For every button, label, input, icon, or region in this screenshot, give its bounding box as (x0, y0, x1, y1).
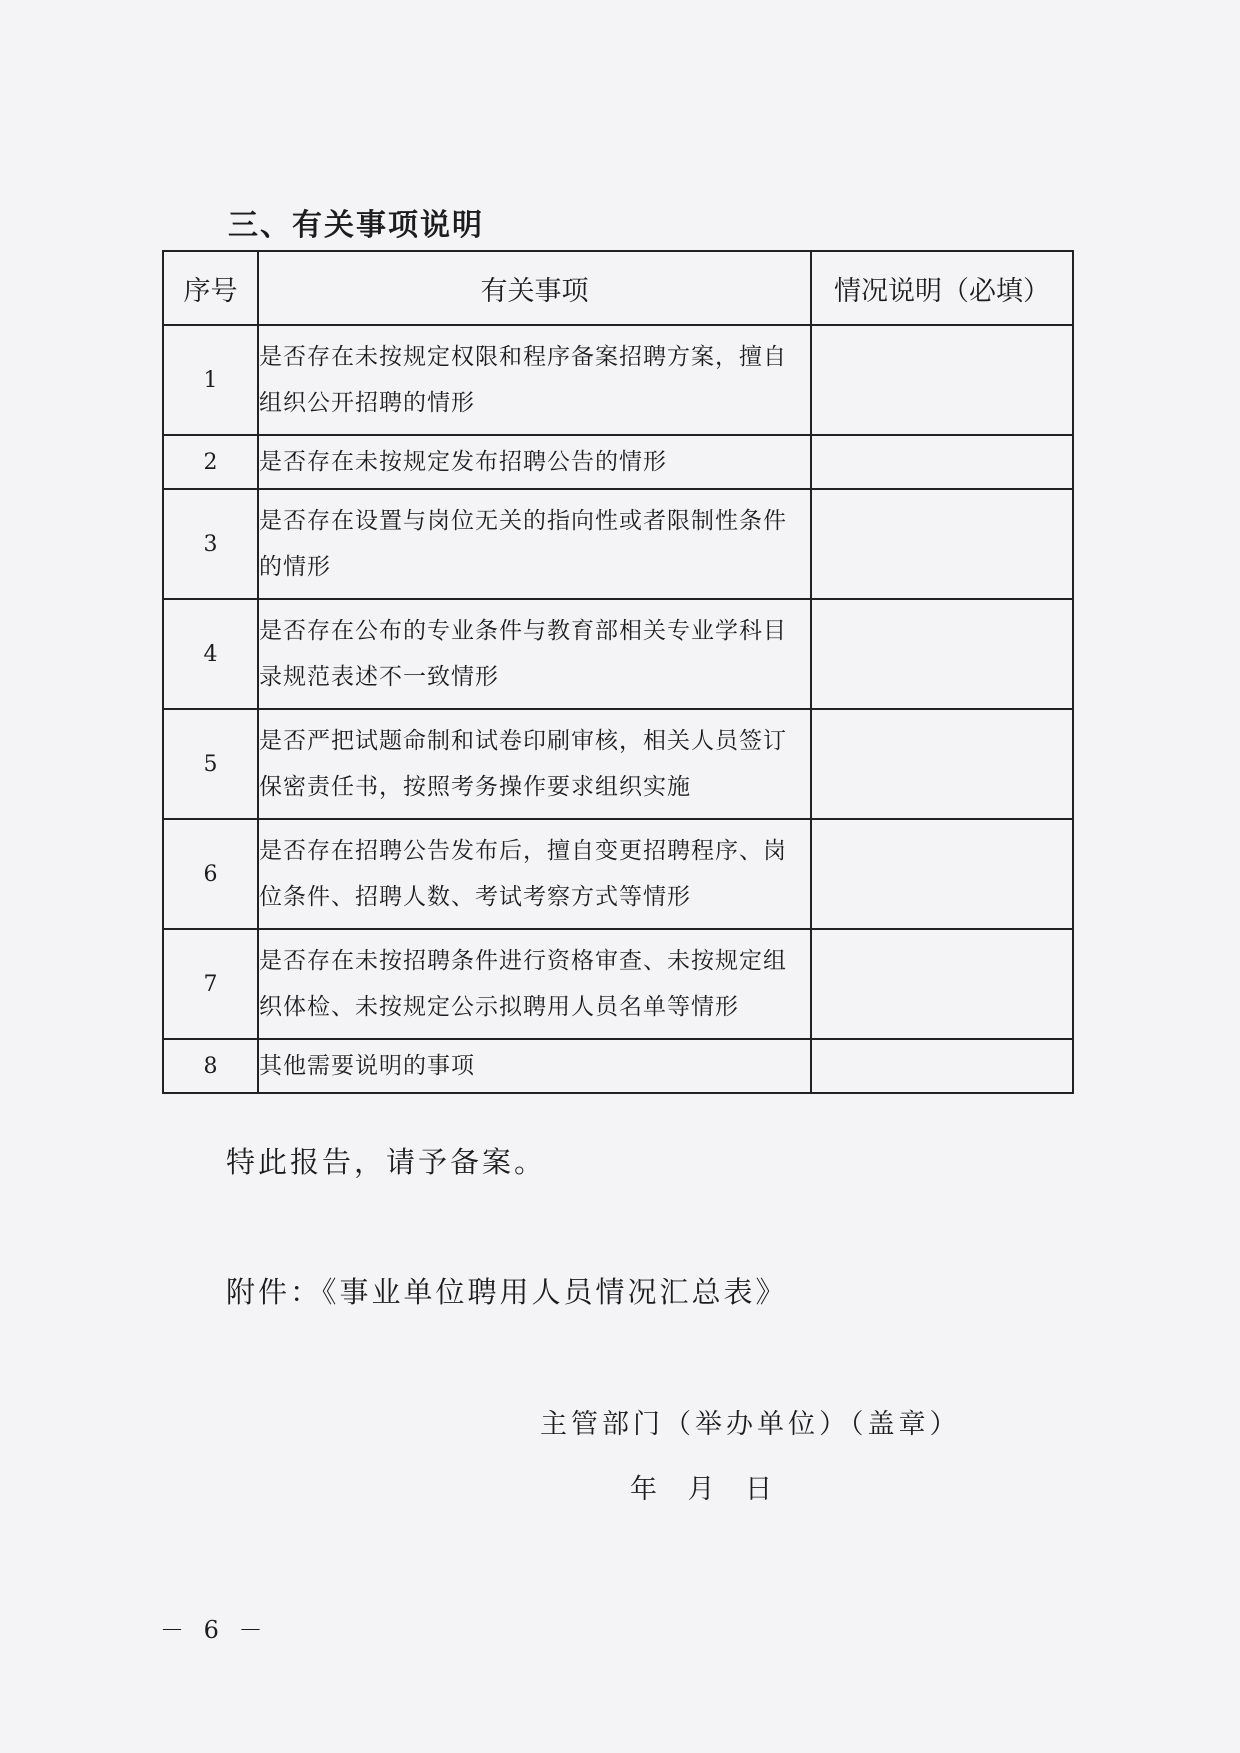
row-item: 是否存在招聘公告发布后，擅自变更招聘程序、岗位条件、招聘人数、考试考察方式等情形 (258, 819, 811, 929)
row-num: 7 (163, 929, 258, 1039)
page-number: － 6 － (160, 1616, 269, 1644)
row-note-cell[interactable] (811, 435, 1073, 489)
signature-line: 主管部门（举办单位）（盖章） (540, 1409, 961, 1440)
row-item: 是否存在未按规定权限和程序备案招聘方案，擅自组织公开招聘的情形 (258, 325, 811, 435)
row-num: 8 (163, 1039, 258, 1093)
table-row (163, 435, 1073, 489)
row-item: 是否严把试题命制和试卷印刷审核，相关人员签订保密责任书，按照考务操作要求组织实施 (258, 709, 811, 819)
row-item: 其他需要说明的事项 (258, 1039, 811, 1093)
table-row (163, 929, 1073, 1039)
row-note-cell[interactable] (811, 325, 1073, 435)
row-note-cell[interactable] (811, 599, 1073, 709)
row-item: 是否存在未按规定发布招聘公告的情形 (258, 435, 811, 489)
table-row (163, 709, 1073, 819)
row-num: 2 (163, 435, 258, 489)
row-note-cell[interactable] (811, 819, 1073, 929)
header-note: 情况说明（必填） (811, 251, 1073, 325)
table-row (163, 325, 1073, 435)
row-num: 5 (163, 709, 258, 819)
table-row (163, 1039, 1073, 1093)
section-heading: 三、有关事项说明 (228, 208, 484, 243)
row-num: 4 (163, 599, 258, 709)
row-item: 是否存在未按招聘条件进行资格审查、未按规定组织体检、未按规定公示拟聘用人员名单等情形 (258, 929, 811, 1039)
row-note-cell[interactable] (811, 489, 1073, 599)
header-num: 序号 (163, 251, 258, 325)
row-num: 3 (163, 489, 258, 599)
header-item: 有关事项 (258, 251, 811, 325)
row-note-cell[interactable] (811, 709, 1073, 819)
table-header-row (163, 251, 1073, 325)
row-item: 是否存在设置与岗位无关的指向性或者限制性条件的情形 (258, 489, 811, 599)
row-num: 6 (163, 819, 258, 929)
attachment-line: 附件：《事业单位聘用人员情况汇总表》 (226, 1275, 788, 1309)
table-row (163, 599, 1073, 709)
closing-statement: 特此报告，请予备案。 (226, 1145, 547, 1179)
items-table (162, 250, 1074, 1094)
row-item: 是否存在公布的专业条件与教育部相关专业学科目录规范表述不一致情形 (258, 599, 811, 709)
row-note-cell[interactable] (811, 1039, 1073, 1093)
table-row (163, 489, 1073, 599)
row-note-cell[interactable] (811, 929, 1073, 1039)
table-row (163, 819, 1073, 929)
row-num: 1 (163, 325, 258, 435)
date-line: 年 月 日 (630, 1474, 773, 1505)
